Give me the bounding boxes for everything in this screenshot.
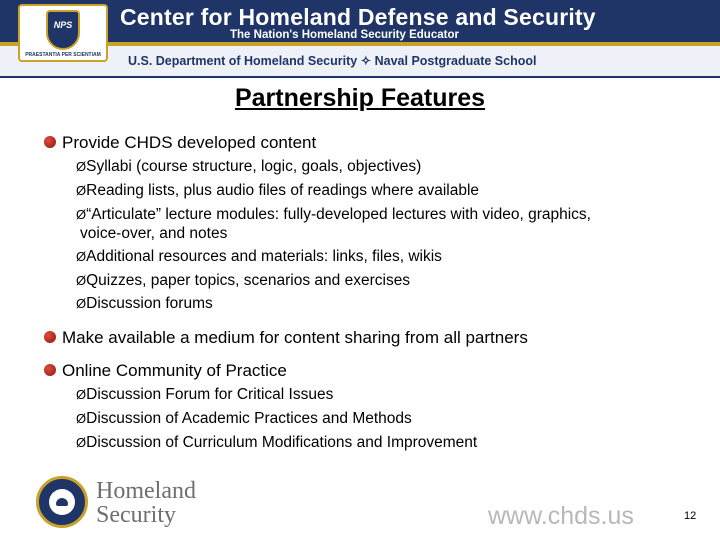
eagle-icon bbox=[56, 498, 68, 506]
bullet-dot-icon bbox=[44, 331, 56, 343]
dhs-logo-word-security: Security bbox=[96, 502, 176, 528]
arrow-bullet-icon: Ø bbox=[76, 296, 87, 311]
sub-item-text: Reading lists, plus audio files of readings where available bbox=[86, 182, 480, 199]
nps-logo-text: NPS bbox=[53, 20, 73, 30]
bullet-text: Online Community of Practice bbox=[62, 361, 287, 380]
arrow-bullet-icon: Ø bbox=[76, 411, 87, 426]
header-subtitle: The Nation's Homeland Security Educator bbox=[230, 29, 459, 41]
sub-item bbox=[76, 248, 442, 266]
nps-logo bbox=[18, 4, 108, 62]
sub-item-text: Discussion Forum for Critical Issues bbox=[86, 386, 334, 403]
sub-item bbox=[76, 410, 412, 428]
arrow-bullet-icon: Ø bbox=[76, 249, 87, 264]
sub-item-text: “Articulate” lecture modules: fully-developed lectures with video, graphics, bbox=[86, 206, 591, 223]
slide-title bbox=[0, 84, 720, 113]
sub-item bbox=[76, 272, 410, 290]
arrow-bullet-icon: Ø bbox=[76, 273, 87, 288]
dhs-logo-word-homeland: Homeland bbox=[96, 478, 196, 504]
arrow-bullet-icon: Ø bbox=[76, 435, 87, 450]
sub-item bbox=[76, 182, 479, 200]
arrow-bullet-icon: Ø bbox=[76, 183, 87, 198]
bullet-item bbox=[44, 133, 316, 153]
bullet-dot-icon bbox=[44, 364, 56, 376]
bullet-text: Make available a medium for content sharing from all partners bbox=[62, 328, 528, 347]
slide-title-text: Partnership Features bbox=[234, 84, 486, 112]
bullet-item bbox=[44, 361, 287, 381]
arrow-bullet-icon: Ø bbox=[76, 207, 87, 222]
sub-item bbox=[76, 206, 591, 224]
affiliation-bar bbox=[0, 46, 720, 78]
sub-item-text: Syllabi (course structure, logic, goals, objectives) bbox=[86, 158, 422, 175]
sub-item bbox=[76, 386, 333, 404]
sub-item-text: Additional resources and materials: links, files, wikis bbox=[86, 248, 442, 265]
nps-motto: PRAESTANTIA PER SCIENTIAM bbox=[25, 52, 101, 58]
bullet-dot-icon bbox=[44, 136, 56, 148]
header-title: Center for Homeland Defense and Security bbox=[120, 4, 596, 30]
sub-item-text: Discussion forums bbox=[86, 295, 213, 312]
bullet-item bbox=[44, 328, 528, 348]
sub-item bbox=[76, 434, 477, 452]
affiliation-text: U.S. Department of Homeland Security ✧ Naval Postgraduate School bbox=[128, 54, 537, 68]
sub-item-continuation: voice-over, and notes bbox=[80, 225, 228, 242]
footer-url: www.chds.us bbox=[488, 502, 634, 530]
sub-item-text: Discussion of Academic Practices and Methods bbox=[86, 410, 412, 427]
sub-item bbox=[76, 295, 213, 313]
nps-shield-icon bbox=[46, 10, 80, 50]
dhs-seal-icon bbox=[36, 476, 88, 528]
header-banner bbox=[0, 0, 720, 42]
bullet-text: Provide CHDS developed content bbox=[62, 133, 317, 152]
sub-item-text: Discussion of Curriculum Modifications and Improvement bbox=[86, 434, 478, 451]
arrow-bullet-icon: Ø bbox=[76, 159, 87, 174]
arrow-bullet-icon: Ø bbox=[76, 387, 87, 402]
page-number: 12 bbox=[684, 510, 697, 522]
sub-item-text: Quizzes, paper topics, scenarios and exercises bbox=[86, 272, 411, 289]
sub-item bbox=[76, 158, 421, 176]
